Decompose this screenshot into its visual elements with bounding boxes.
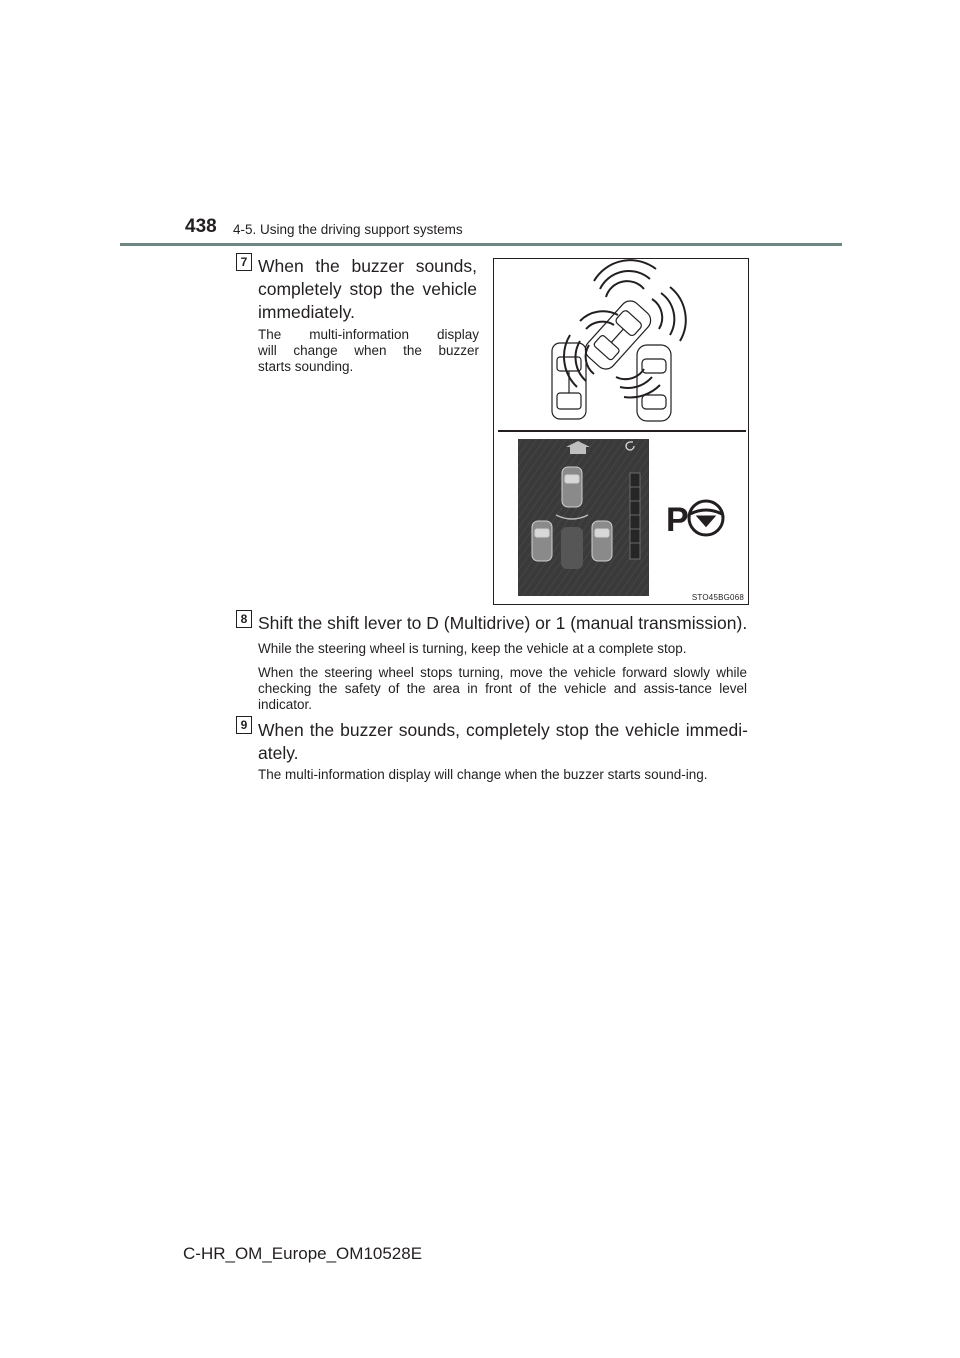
step-9-badge: 9 bbox=[236, 716, 252, 734]
step-9-heading: When the buzzer sounds, completely stop the vehicle immedi-ately. bbox=[258, 720, 748, 763]
display-car-left bbox=[532, 521, 552, 561]
parked-car-left bbox=[552, 343, 586, 419]
parking-illustration bbox=[494, 259, 750, 606]
steering-wheel-icon bbox=[689, 501, 723, 535]
step-9-note: The multi-information display will change when the buzzer starts sound-ing. bbox=[258, 767, 708, 782]
display-parking-space bbox=[561, 527, 583, 569]
step-8-note-1: While the steering wheel is turning, keep the vehicle at a complete stop. bbox=[258, 641, 687, 656]
step-8-badge: 8 bbox=[236, 610, 252, 628]
step-7-note-line: The multi-information display bbox=[258, 327, 479, 342]
figure-code: STO45BG068 bbox=[691, 593, 744, 602]
step-8-heading: Shift the shift lever to D (Multidrive) or 1 (manual transmission). bbox=[258, 613, 748, 633]
display-car-right bbox=[592, 521, 612, 561]
header-rule bbox=[120, 243, 842, 246]
step-7-badge: 7 bbox=[236, 253, 252, 271]
step-8-note-2: When the steering wheel stops turning, move the vehicle forward slowly while checking the safety of the area in front of the vehicle and assis-tance level indicator. bbox=[258, 665, 747, 712]
multi-information-display bbox=[518, 439, 649, 596]
section-title: 4-5. Using the driving support systems bbox=[233, 222, 463, 237]
step-7-heading bbox=[258, 255, 477, 324]
step-7-note-line: will change when the buzzer bbox=[258, 343, 479, 358]
step-7-note bbox=[258, 327, 479, 375]
parking-letter: P bbox=[666, 501, 689, 539]
parked-car-right bbox=[637, 345, 671, 421]
step-7-heading-line: When the buzzer sounds, bbox=[258, 256, 477, 276]
assistance-level-indicator bbox=[630, 473, 640, 559]
step-7-heading-line: immediately. bbox=[258, 302, 355, 322]
step-7-note-line: starts sounding. bbox=[258, 359, 354, 374]
footer-document-code: C-HR_OM_Europe_OM10528E bbox=[183, 1244, 423, 1263]
display-car-front bbox=[562, 467, 582, 507]
step-7-heading-line: completely stop the vehicle bbox=[258, 279, 477, 299]
page-number: 438 bbox=[185, 216, 217, 237]
parking-assist-figure bbox=[493, 258, 749, 605]
